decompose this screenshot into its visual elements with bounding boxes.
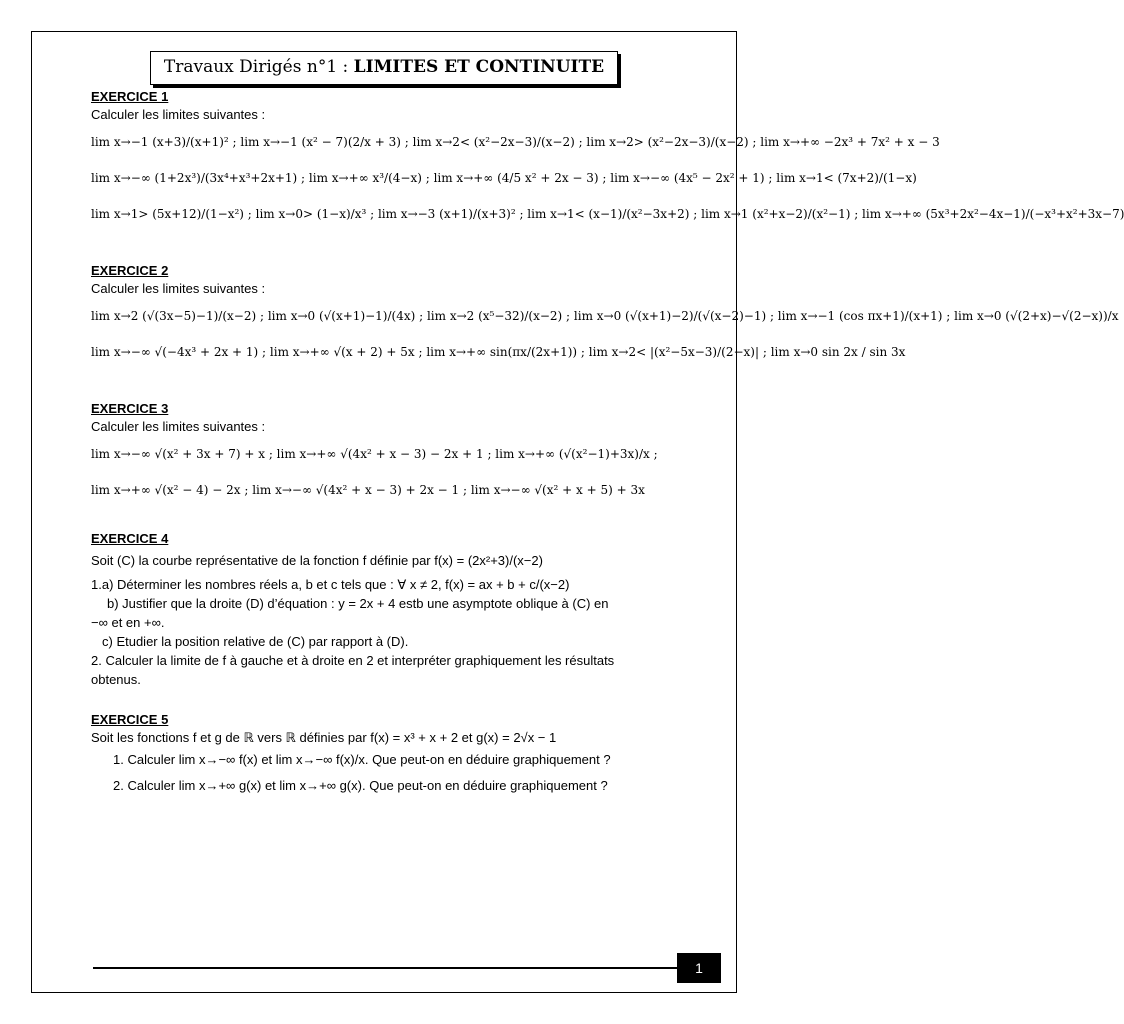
- exercise-4: [91, 530, 711, 689]
- exercise-4-question-2: 2. Calculer la limite de f à gauche et à droite en 2 et interpréter graphiquement les résultats: [91, 653, 615, 668]
- exercise-5-question-1: 1. Calculer lim x→−∞ f(x) et lim x→−∞ f(x)/x. Que peut-on en déduire graphiquement ?: [113, 752, 611, 767]
- spacer: [91, 370, 711, 400]
- exercise-2-intro: Calculer les limites suivantes :: [91, 281, 266, 296]
- exercise-3-row-2: lim x→+∞ √(x² − 4) − 2x ; lim x→−∞ √(4x² + x − 3) + 2x − 1 ; lim x→−∞ √(x² + x + 5) + 3x: [91, 483, 645, 497]
- exercise-3-title: EXERCICE 3: [91, 401, 169, 416]
- exercise-4-question-1c: c) Etudier la position relative de (C) par rapport à (D).: [102, 634, 409, 649]
- exercise-1-row-1: lim x→−1 (x+3)/(x+1)² ; lim x→−1 (x² − 7)(2/x + 3) ; lim x→2< (x²−2x−3)/(x−2) ; lim x→2> (x²−2x−3)/(x−2) ; lim x→+∞ −2x³ + 7x² + x − 3: [91, 135, 940, 149]
- exercise-3: [91, 400, 711, 508]
- exercise-4-question-2-cont: obtenus.: [91, 672, 141, 687]
- document-title: [150, 51, 618, 85]
- exercise-5-intro: Soit les fonctions f et g de ℝ vers ℝ définies par f(x) = x³ + x + 2 et g(x) = 2√x − 1: [91, 730, 557, 745]
- exercise-2: [91, 262, 1119, 370]
- document-body: [91, 88, 1124, 799]
- exercise-5-question-2: 2. Calculer lim x→+∞ g(x) et lim x→+∞ g(x). Que peut-on en déduire graphiquement ?: [113, 778, 608, 793]
- exercise-5: [91, 711, 711, 799]
- exercise-1-row-2: lim x→−∞ (1+2x³)/(3x⁴+x³+2x+1) ; lim x→+∞ x³/(4−x) ; lim x→+∞ (4/5 x² + 2x − 3) ; lim x→−∞ (4x⁵ − 2x² + 1) ; lim x→1< (7x+2)/(1−x): [91, 171, 917, 185]
- exercise-1-row-3: lim x→1> (5x+12)/(1−x²) ; lim x→0> (1−x)/x³ ; lim x→−3 (x+1)/(x+3)² ; lim x→1< (x−1)/(x²−3x+2) ; lim x→1 (x²+x−2)/(x²−1) ; lim x→+∞ (5x³+2x²−4x−1)/(−x³+x²+3x−7): [91, 207, 1124, 221]
- exercise-4-question-1b-cont: −∞ et en +∞.: [91, 615, 165, 630]
- exercise-2-row-2: lim x→−∞ √(−4x³ + 2x + 1) ; lim x→+∞ √(x + 2) + 5x ; lim x→+∞ sin(πx/(2x+1)) ; lim x→2< |(x²−5x−3)/(2−x)| ; lim x→0 sin 2x / sin 3x: [91, 345, 906, 359]
- exercise-1: [91, 88, 1124, 232]
- spacer: [91, 232, 711, 262]
- exercise-4-question-1b: b) Justifier que la droite (D) d’équation : y = 2x + 4 estb une asymptote oblique à (C) en: [107, 596, 609, 611]
- exercise-3-row-1: lim x→−∞ √(x² + 3x + 7) + x ; lim x→+∞ √(4x² + x − 3) − 2x + 1 ; lim x→+∞ (√(x²−1)+3x)/x ;: [91, 447, 658, 461]
- exercise-3-intro: Calculer les limites suivantes :: [91, 419, 266, 434]
- exercise-5-title: EXERCICE 5: [91, 712, 169, 727]
- page-number: 1: [677, 953, 721, 983]
- exercise-2-row-1: lim x→2 (√(3x−5)−1)/(x−2) ; lim x→0 (√(x+1)−1)/(4x) ; lim x→2 (x⁵−32)/(x−2) ; lim x→0 (√(x+1)−2)/(√(x−2)−1) ; lim x→−1 (cos πx+1)/(x+1) ; lim x→0 (√(2+x)−√(2−x))/x: [91, 309, 1119, 323]
- exercise-4-title: EXERCICE 4: [91, 531, 169, 546]
- spacer: [91, 508, 711, 530]
- exercise-1-intro: Calculer les limites suivantes :: [91, 107, 266, 122]
- title-prefix: Travaux Dirigés n°1 :: [163, 57, 354, 77]
- exercise-4-question-1a: 1.a) Déterminer les nombres réels a, b et c tels que : ∀ x ≠ 2, f(x) = ax + b + c/(x−2): [91, 577, 570, 592]
- footer-rule: [93, 967, 677, 969]
- exercise-1-title: EXERCICE 1: [91, 89, 169, 104]
- exercise-4-intro: Soit (C) la courbe représentative de la fonction f définie par f(x) = (2x²+3)/(x−2): [91, 553, 543, 568]
- spacer: [91, 689, 711, 711]
- exercise-2-title: EXERCICE 2: [91, 263, 169, 278]
- title-main: LIMITES ET CONTINUITE: [353, 57, 605, 77]
